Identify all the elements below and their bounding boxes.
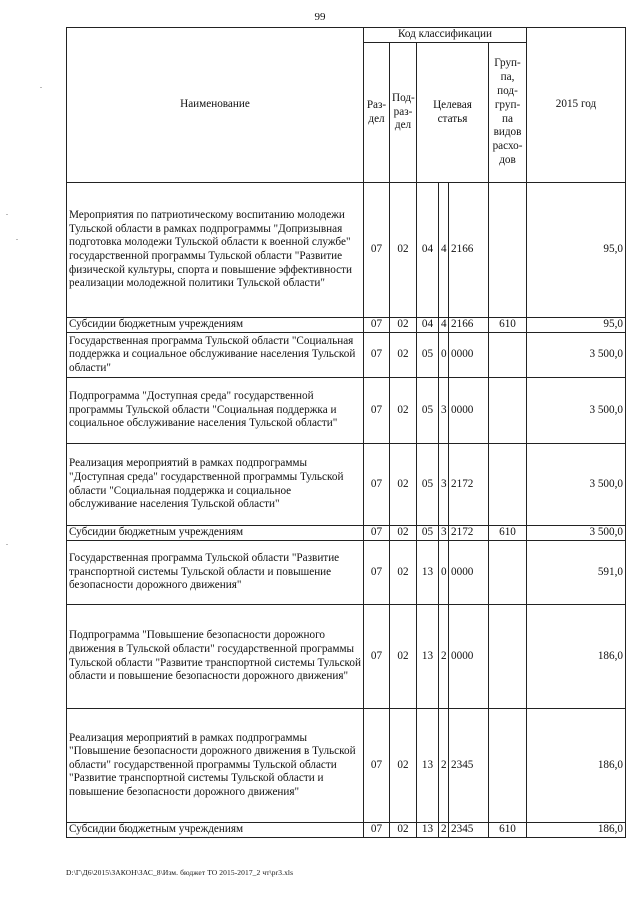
row-sum: 186,0 [527,709,626,823]
col-header-target: Целевая статья [417,43,489,183]
col-header-subsection: Под- раз- дел [390,43,417,183]
row-subsection: 02 [390,541,417,605]
row-target-subprogram: 2 [439,605,449,709]
row-section: 07 [364,318,390,333]
table-row [67,333,626,378]
row-subsection: 02 [390,378,417,444]
row-name: Реализация мероприятий в рамках подпрограммы "Доступная среда" государственной программы Тульской области "Социальная поддержка и социальное обслуживание населения Тульской области" [67,444,364,526]
row-target-subprogram: 2 [439,709,449,823]
table-row [67,605,626,709]
table-row [67,823,626,838]
row-section: 07 [364,183,390,318]
budget-table [66,27,626,838]
row-expense-group [489,333,527,378]
scan-speck [16,239,18,240]
row-target-direction: 0000 [449,333,489,378]
row-target-program: 04 [417,318,439,333]
row-target-direction: 2172 [449,526,489,541]
row-name: Подпрограмма "Доступная среда" государственной программы Тульской области "Социальная поддержка и социальное обслуживание населения Тульской области" [67,378,364,444]
row-expense-group: 610 [489,526,527,541]
row-target-direction: 2172 [449,444,489,526]
row-expense-group [489,541,527,605]
col-header-year: 2015 год [527,28,626,183]
col-header-code: Код классификации [364,28,527,43]
row-target-program: 13 [417,823,439,838]
row-sum: 3 500,0 [527,526,626,541]
row-target-program: 04 [417,183,439,318]
col-header-section: Раз- дел [364,43,390,183]
row-target-subprogram: 4 [439,183,449,318]
row-name: Подпрограмма "Повышение безопасности дорожного движения в Тульской области" государственной программы Тульской области "Развитие транспортной системы Тульской области и повышение безопасности дорожного движения" [67,605,364,709]
row-section: 07 [364,709,390,823]
row-section: 07 [364,444,390,526]
table-row [67,378,626,444]
page-number: 99 [314,11,326,23]
row-target-subprogram: 3 [439,526,449,541]
row-section: 07 [364,378,390,444]
table-row [67,318,626,333]
row-section: 07 [364,541,390,605]
row-subsection: 02 [390,823,417,838]
file-path-footer: D:\Г\Д6\2015\ЗАКОН\ЗАС_8\Изм. бюджет ТО 2015-2017_2 чт\pr3.xls [66,868,294,877]
row-sum: 95,0 [527,183,626,318]
row-expense-group [489,444,527,526]
scan-speck [6,544,8,545]
table-row [67,526,626,541]
row-target-direction: 2345 [449,823,489,838]
row-section: 07 [364,605,390,709]
row-sum: 3 500,0 [527,378,626,444]
row-name: Государственная программа Тульской области "Социальная поддержка и социальное обслуживание населения Тульской области" [67,333,364,378]
row-expense-group: 610 [489,823,527,838]
col-header-name: Наименование [67,28,364,183]
row-target-program: 05 [417,378,439,444]
table-row [67,444,626,526]
row-expense-group [489,709,527,823]
row-section: 07 [364,823,390,838]
row-target-program: 13 [417,709,439,823]
row-section: 07 [364,526,390,541]
row-subsection: 02 [390,526,417,541]
row-target-direction: 0000 [449,378,489,444]
row-target-subprogram: 2 [439,823,449,838]
row-expense-group: 610 [489,318,527,333]
row-name: Субсидии бюджетным учреждениям [67,526,364,541]
row-section: 07 [364,333,390,378]
row-target-program: 05 [417,444,439,526]
row-sum: 591,0 [527,541,626,605]
row-expense-group [489,183,527,318]
row-target-program: 05 [417,333,439,378]
row-name: Субсидии бюджетным учреждениям [67,318,364,333]
scan-speck [6,214,8,215]
row-target-direction: 0000 [449,541,489,605]
row-expense-group [489,605,527,709]
row-sum: 3 500,0 [527,333,626,378]
row-sum: 95,0 [527,318,626,333]
row-subsection: 02 [390,183,417,318]
row-target-program: 05 [417,526,439,541]
row-subsection: 02 [390,318,417,333]
row-target-program: 13 [417,605,439,709]
scan-speck [40,87,42,88]
table-row [67,541,626,605]
row-target-direction: 2166 [449,183,489,318]
table-row [67,183,626,318]
row-name: Мероприятия по патриотическому воспитанию молодежи Тульской области в рамках подпрограммы "Допризывная подготовка молодежи Тульской области к военной службе" государственной программы Тульской области "Развитие физической культуры, спорта и повышение эффективности реализации молодежной политики Тульской области" [67,183,364,318]
row-subsection: 02 [390,444,417,526]
row-expense-group [489,378,527,444]
row-name: Государственная программа Тульской области "Развитие транспортной системы Тульской области и повышение безопасности дорожного движения" [67,541,364,605]
header-row-top [67,28,626,43]
row-sum: 186,0 [527,823,626,838]
row-name: Реализация мероприятий в рамках подпрограммы "Повышение безопасности дорожного движения в Тульской области" государственной программы Тульской области "Развитие транспортной системы Тульской области и повышение безопасности дорожного движения" [67,709,364,823]
row-sum: 3 500,0 [527,444,626,526]
row-target-direction: 0000 [449,605,489,709]
row-target-subprogram: 0 [439,541,449,605]
row-target-program: 13 [417,541,439,605]
col-header-group: Груп- па, под- груп- па видов расхо- дов [489,43,527,183]
table-row [67,709,626,823]
row-name: Субсидии бюджетным учреждениям [67,823,364,838]
row-target-subprogram: 3 [439,444,449,526]
row-target-subprogram: 4 [439,318,449,333]
row-sum: 186,0 [527,605,626,709]
row-subsection: 02 [390,709,417,823]
row-target-subprogram: 0 [439,333,449,378]
row-target-subprogram: 3 [439,378,449,444]
row-target-direction: 2166 [449,318,489,333]
row-target-direction: 2345 [449,709,489,823]
row-subsection: 02 [390,605,417,709]
row-subsection: 02 [390,333,417,378]
